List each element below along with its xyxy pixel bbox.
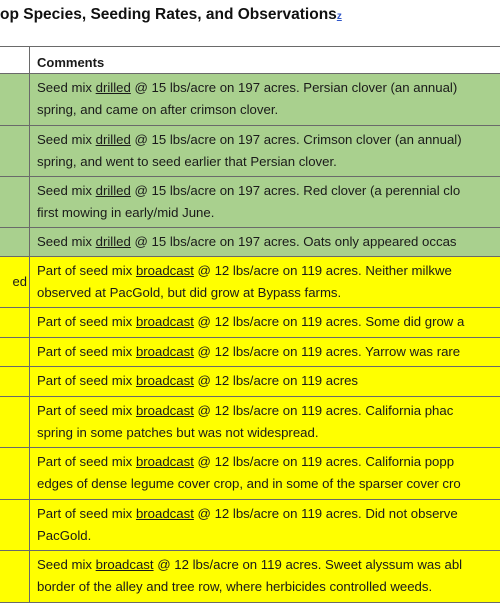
table-title-text: op Species, Seeding Rates, and Observations <box>0 6 337 23</box>
row-cell-comments: Part of seed mix broadcast @ 12 lbs/acre on 119 acres. California popp edges of dense legume cover crop, and in some of the sparser cover cro <box>37 454 461 491</box>
table-row <box>0 397 500 448</box>
row-cell-col1 <box>0 367 30 396</box>
row-cell-comments: Seed mix drilled @ 15 lbs/acre on 197 acres. Red clover (a perennial clo first mowing in early/mid June. <box>37 183 461 220</box>
table-row <box>0 367 500 397</box>
table-row <box>0 448 500 500</box>
table-row <box>0 177 500 228</box>
row-cell-col1 <box>0 308 30 337</box>
row-cell-comments: Part of seed mix broadcast @ 12 lbs/acre on 119 acres. Yarrow was rare <box>37 344 461 359</box>
row-cell-comments: Part of seed mix broadcast @ 12 lbs/acre on 119 acres. Did not observe PacGold. <box>37 506 458 543</box>
row-cell-comments: Seed mix drilled @ 15 lbs/acre on 197 acres. Persian clover (an annual) spring, and came on after crimson clover. <box>37 80 458 117</box>
table-header-row <box>0 47 500 74</box>
row-cell-comments: Part of seed mix broadcast @ 12 lbs/acre on 119 acres. Neither milkwe observed at PacGold, but did grow at Bypass farms. <box>37 263 452 300</box>
header-cell-comments: Comments <box>37 55 105 70</box>
row-cell-col1 <box>0 74 30 125</box>
row-cell-col1 <box>0 448 30 499</box>
header-cell-col1 <box>0 47 30 73</box>
row-cell-col1 <box>0 126 30 176</box>
table-row <box>0 551 500 603</box>
row-cell-comments: Seed mix drilled @ 15 lbs/acre on 197 acres. Oats only appeared occas <box>37 234 457 249</box>
row-cell-comments: Seed mix broadcast @ 12 lbs/acre on 119 acres. Sweet alyssum was abl border of the alley and tree row, where herbicides controlled weeds. <box>37 557 463 594</box>
table-row <box>0 74 500 126</box>
table-row <box>0 338 500 367</box>
table-row <box>0 308 500 338</box>
table-title <box>0 6 342 30</box>
row-cell-comments: Part of seed mix broadcast @ 12 lbs/acre on 119 acres. Some did grow a <box>37 314 465 329</box>
table-row <box>0 228 500 257</box>
table-row <box>0 500 500 551</box>
row-cell-col1 <box>0 551 30 602</box>
row-cell-comments: Part of seed mix broadcast @ 12 lbs/acre on 119 acres. California phac spring in some patches but was not widespread. <box>37 403 454 440</box>
row-cell-col1 <box>0 397 30 447</box>
row-cell-comments: Part of seed mix broadcast @ 12 lbs/acre on 119 acres <box>37 373 359 388</box>
species-table <box>0 46 500 603</box>
row-cell-col1 <box>0 500 30 550</box>
title-footnote-link[interactable]: z <box>336 11 342 22</box>
row-cell-comments: Seed mix drilled @ 15 lbs/acre on 197 acres. Crimson clover (an annual) spring, and went to seed earlier that Persian clover. <box>37 132 462 169</box>
row-cell-col1: ed <box>0 257 30 307</box>
row-cell-col1 <box>0 228 30 256</box>
table-row <box>0 257 500 308</box>
table-row <box>0 126 500 177</box>
row-cell-col1 <box>0 338 30 366</box>
row-cell-col1 <box>0 177 30 227</box>
